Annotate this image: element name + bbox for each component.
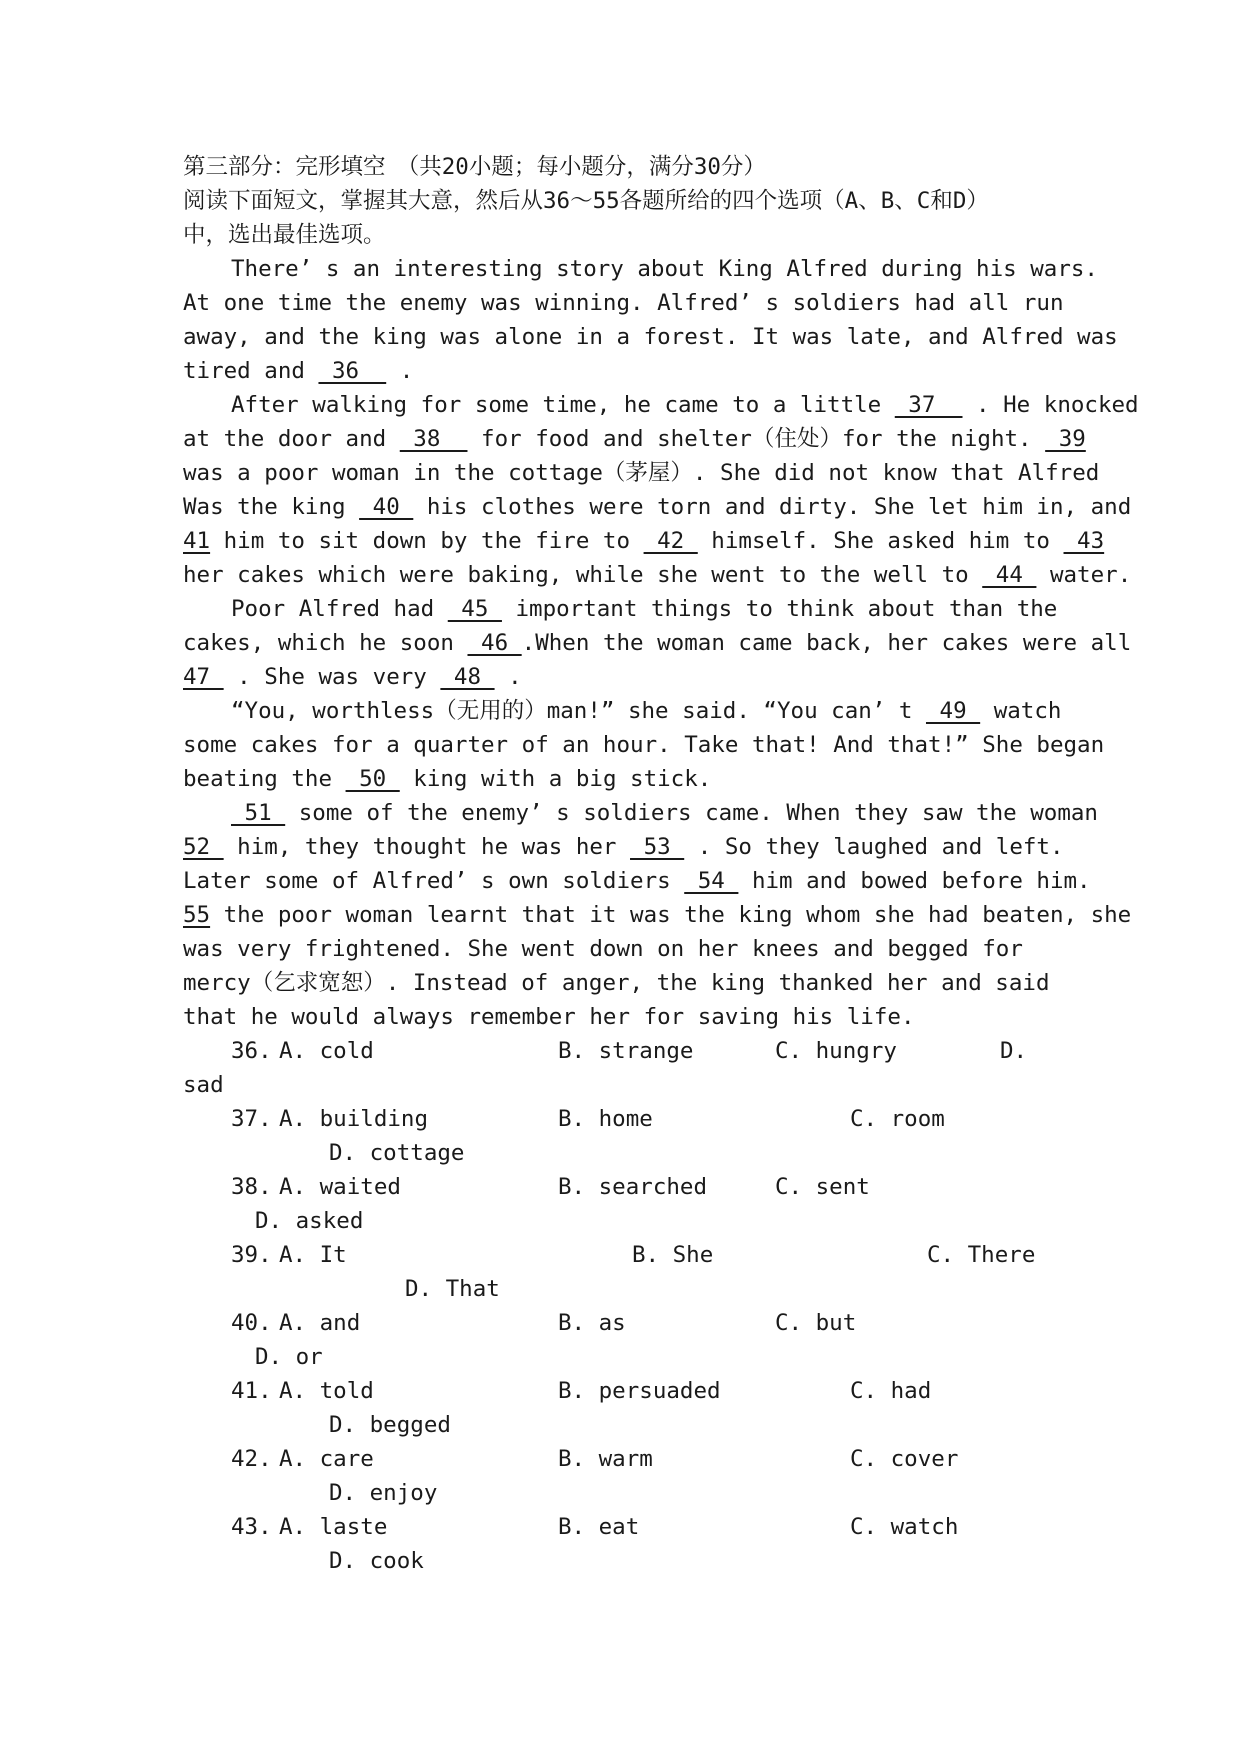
question-42	[183, 1442, 1083, 1476]
instruction-line: 中，选出最佳选项。	[183, 222, 386, 248]
passage-text: “You, worthless（无用的）man!” she said. “You can’ t	[231, 698, 926, 724]
passage-text: Was the king	[183, 494, 360, 520]
passage-line: was very frightened. She went down on her knees and begged for	[183, 936, 1023, 962]
blank-41: 41	[183, 528, 211, 554]
passage-text: him and bowed before him.	[738, 868, 1091, 894]
passage-line: There’ s an interesting story about King Alfred during his wars.	[231, 256, 1098, 282]
passage-line	[183, 762, 1083, 796]
question-number: 37.	[231, 1106, 272, 1132]
question-39-wrap	[183, 1272, 1083, 1306]
question-number: 41.	[231, 1378, 272, 1404]
blank-37: 37	[894, 392, 963, 418]
passage-text: . So they laughed and left.	[684, 834, 1064, 860]
document-page	[183, 150, 1139, 1578]
passage-text: After walking for some time, he came to a little	[231, 392, 895, 418]
question-36-wrap	[183, 1068, 1083, 1102]
passage-text: . She was very	[223, 664, 441, 690]
blank-36: 36	[318, 358, 387, 384]
option-a: A. care	[279, 1446, 374, 1472]
passage-line	[183, 694, 1083, 728]
blank-39: 39	[1045, 426, 1086, 452]
blank-52: 52	[183, 834, 224, 860]
passage-line	[183, 558, 1132, 592]
passage-text: .When the woman came back, her cakes were all	[521, 630, 1132, 656]
blank-55: 55	[183, 902, 211, 928]
question-number: 38.	[231, 1174, 272, 1200]
passage-text: beating the	[183, 766, 346, 792]
question-number: 39.	[231, 1242, 272, 1268]
blank-47: 47	[183, 664, 224, 690]
question-43	[183, 1510, 1083, 1544]
passage-text: water.	[1036, 562, 1132, 588]
option-c: C. There	[927, 1242, 1036, 1268]
passage-line	[183, 626, 1132, 660]
blank-42: 42	[643, 528, 698, 554]
passage-text: him, they thought he was her	[223, 834, 631, 860]
option-d-text: sad	[183, 1072, 224, 1098]
option-a: A. waited	[279, 1174, 401, 1200]
passage-text: Later some of Alfred’ s own soldiers	[183, 868, 685, 894]
passage-text: .	[494, 664, 522, 690]
blank-54: 54	[684, 868, 739, 894]
option-b: B. strange	[558, 1038, 694, 1064]
passage-text: his clothes were torn and dirty. She let him in, and	[413, 494, 1132, 520]
passage-text: at the door and	[183, 426, 400, 452]
question-number: 36.	[231, 1038, 272, 1064]
blank-40: 40	[359, 494, 414, 520]
question-number: 42.	[231, 1446, 272, 1472]
passage-text: king with a big stick.	[399, 766, 712, 792]
passage-text: himself. She asked him to	[697, 528, 1064, 554]
option-c: C. sent	[775, 1174, 870, 1200]
passage-text: the poor woman learnt that it was the king whom she had beaten, she	[210, 902, 1132, 928]
option-b: B. She	[632, 1242, 714, 1268]
passage-line	[183, 524, 1105, 558]
blank-49: 49	[925, 698, 981, 724]
option-a: A. and	[279, 1310, 361, 1336]
option-a: A. It	[279, 1242, 347, 1268]
passage-line	[183, 830, 1083, 864]
option-c: C. but	[775, 1310, 857, 1336]
passage-text: her cakes which were baking, while she went to the well to	[183, 562, 983, 588]
passage-text: . He knocked	[962, 392, 1139, 418]
option-d: D. That	[405, 1276, 500, 1302]
passage-text: for food and shelter（住处）for the night.	[467, 426, 1046, 452]
blank-50: 50	[345, 766, 400, 792]
passage-text: some of the enemy’ s soldiers came. When they saw the woman	[285, 800, 1098, 826]
question-38	[183, 1170, 1083, 1204]
question-42-wrap	[183, 1476, 1083, 1510]
question-40-wrap	[183, 1340, 1083, 1374]
passage-line: away, and the king was alone in a forest. It was late, and Alfred was	[183, 324, 1118, 350]
passage-text: tired and	[183, 358, 319, 384]
instruction-line: 阅读下面短文，掌握其大意，然后从36～55各题所给的四个选项（A、B、C和D）	[183, 188, 989, 214]
option-d: D. enjoy	[329, 1480, 438, 1506]
passage-line: At one time the enemy was winning. Alfred’ s soldiers had all run	[183, 290, 1064, 316]
question-40	[183, 1306, 1083, 1340]
blank-38: 38	[399, 426, 468, 452]
blank-51: 51	[231, 800, 286, 826]
passage-text: cakes, which he soon	[183, 630, 468, 656]
passage-text: Poor Alfred had	[231, 596, 448, 622]
question-36	[183, 1034, 1083, 1068]
passage-line	[183, 660, 1083, 694]
question-37	[183, 1102, 1083, 1136]
question-number: 43.	[231, 1514, 272, 1540]
option-b: B. as	[558, 1310, 626, 1336]
question-41-wrap	[183, 1408, 1083, 1442]
option-d: D. asked	[255, 1208, 364, 1234]
option-c: C. room	[850, 1106, 945, 1132]
passage-line: some cakes for a quarter of an hour. Take that! And that!” She began	[183, 732, 1105, 758]
passage-text: .	[386, 358, 414, 384]
passage-line	[183, 354, 1083, 388]
option-d: D. cottage	[329, 1140, 465, 1166]
passage-line	[183, 796, 1098, 830]
question-38-wrap	[183, 1204, 1083, 1238]
option-b: B. persuaded	[558, 1378, 721, 1404]
blank-45: 45	[447, 596, 502, 622]
passage-line	[183, 422, 1086, 456]
option-c: C. cover	[850, 1446, 959, 1472]
question-number: 40.	[231, 1310, 272, 1336]
option-c: C. watch	[850, 1514, 959, 1540]
question-41	[183, 1374, 1083, 1408]
passage-text: watch	[980, 698, 1062, 724]
passage-line	[183, 388, 1139, 422]
blank-53: 53	[630, 834, 685, 860]
passage-line	[183, 864, 1091, 898]
option-b: B. eat	[558, 1514, 640, 1540]
option-d: D. cook	[329, 1548, 424, 1574]
option-a: A. cold	[279, 1038, 374, 1064]
passage-line: mercy（乞求宽恕）. Instead of anger, the king thanked her and said	[183, 970, 1050, 996]
option-d: D.	[1000, 1038, 1028, 1064]
option-a: A. told	[279, 1378, 374, 1404]
passage-line: was a poor woman in the cottage（茅屋）. She did not know that Alfred	[183, 460, 1100, 486]
passage-line	[183, 592, 1083, 626]
option-d: D. or	[255, 1344, 323, 1370]
option-b: B. searched	[558, 1174, 708, 1200]
option-a: A. building	[279, 1106, 429, 1132]
blank-46: 46	[467, 630, 522, 656]
passage-text: him to sit down by the fire to	[210, 528, 644, 554]
section-title: 第三部分：完形填空 （共20小题；每小题分，满分30分）	[183, 154, 766, 180]
passage-text: important things to think about than the	[501, 596, 1058, 622]
blank-44: 44	[982, 562, 1037, 588]
option-d: D. begged	[329, 1412, 451, 1438]
blank-43: 43	[1063, 528, 1105, 554]
question-39	[183, 1238, 1083, 1272]
blank-48: 48	[440, 664, 495, 690]
option-c: C. hungry	[775, 1038, 897, 1064]
option-a: A. laste	[279, 1514, 388, 1540]
passage-line	[183, 898, 1132, 932]
question-43-wrap	[183, 1544, 1083, 1578]
passage-line	[183, 490, 1132, 524]
question-37-wrap	[183, 1136, 1083, 1170]
option-b: B. warm	[558, 1446, 653, 1472]
option-c: C. had	[850, 1378, 932, 1404]
option-b: B. home	[558, 1106, 653, 1132]
passage-line: that he would always remember her for saving his life.	[183, 1004, 915, 1030]
